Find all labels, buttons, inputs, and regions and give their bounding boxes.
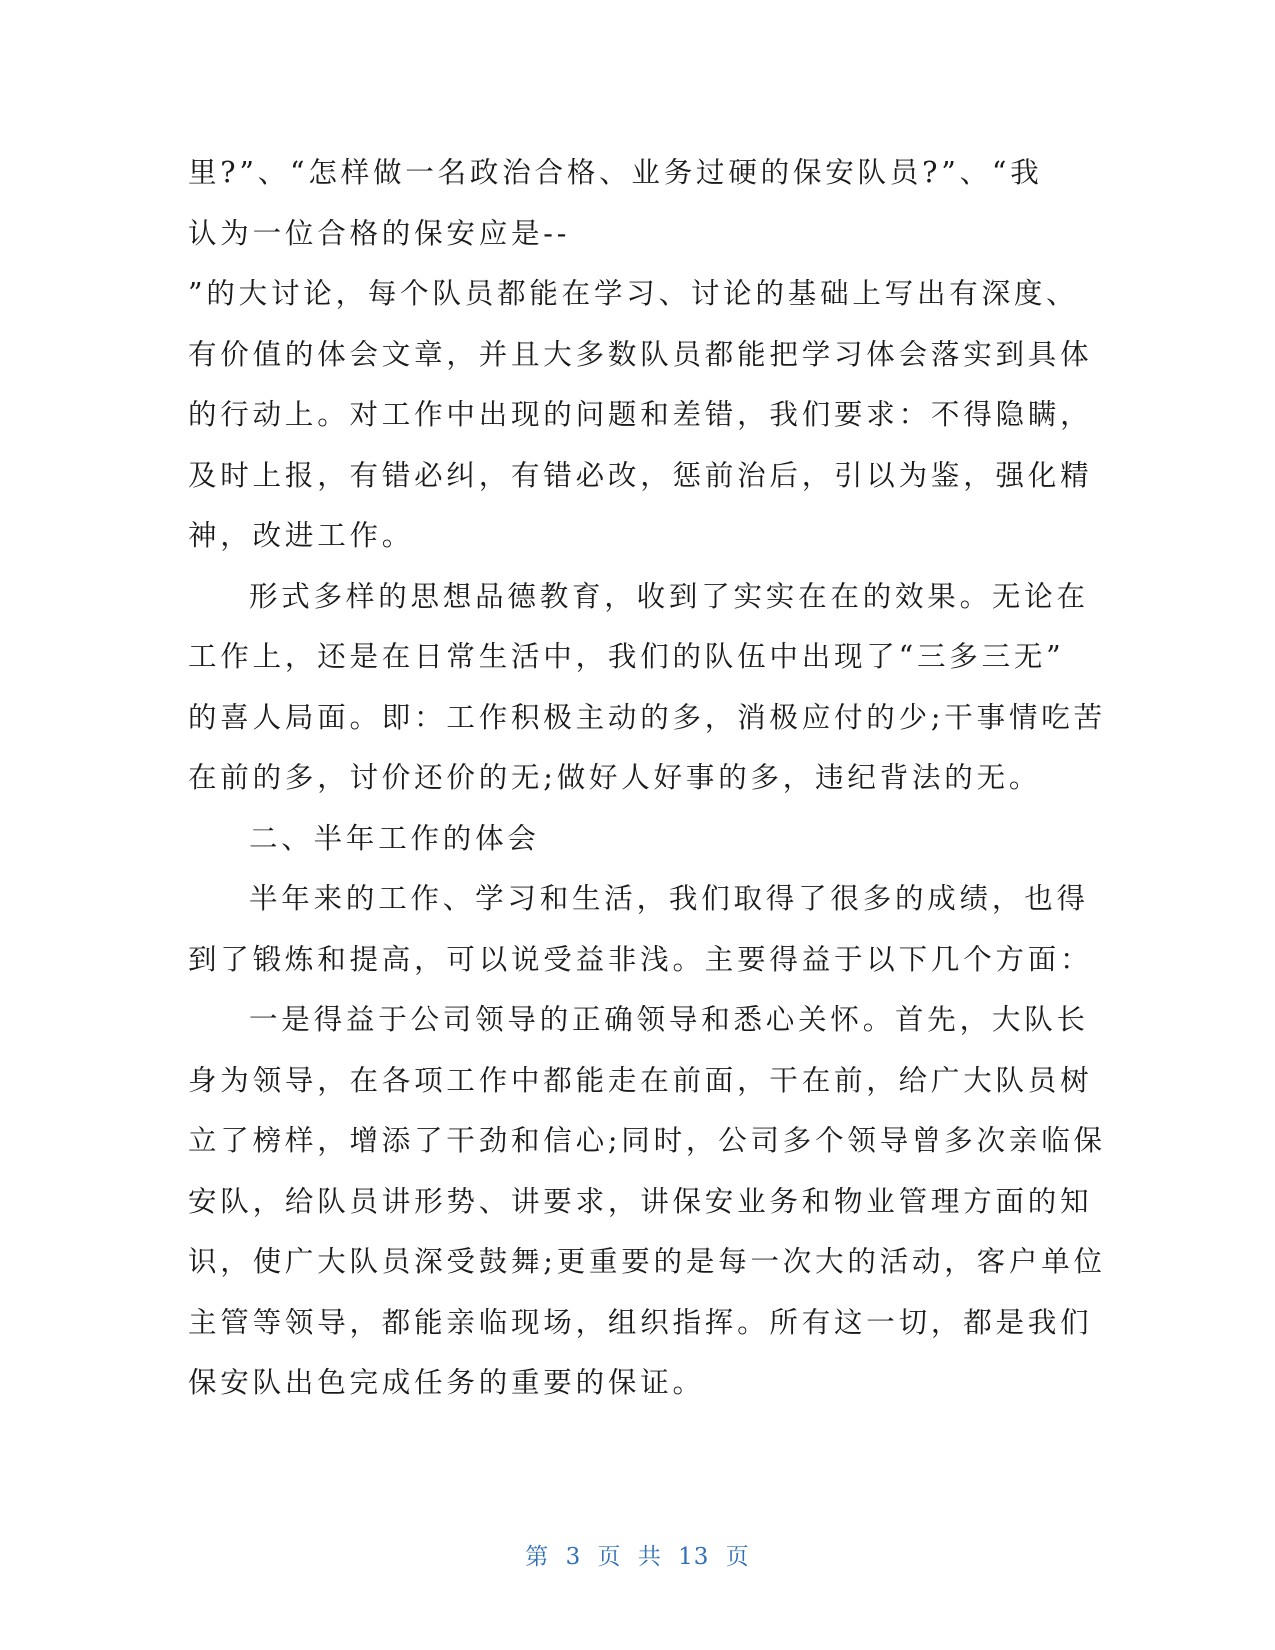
text-line: 到了锻炼和提高，可以说受益非浅。主要得益于以下几个方面： <box>188 942 1093 976</box>
paragraph-start-line: 半年来的工作、学习和生活，我们取得了很多的成绩，也得 <box>249 882 1089 915</box>
text-line: 识，使广大队员深受鼓舞;更重要的是每一次大的活动，客户单位 <box>188 1245 1106 1278</box>
text-line: 立了榜样，增添了干劲和信心;同时，公司多个领导曾多次亲临保 <box>188 1124 1106 1157</box>
text-line: 工作上，还是在日常生活中，我们的队伍中出现了“三多三无” <box>188 640 1065 673</box>
text-line: 神，改进工作。 <box>188 519 415 552</box>
text-line: 在前的多，讨价还价的无;做好人好事的多，违纪背法的无。 <box>188 761 1042 794</box>
text-line: 的喜人局面。即：工作积极主动的多，消极应付的少;干事情吃苦 <box>188 700 1106 734</box>
text-line: 身为领导，在各项工作中都能走在前面，干在前，给广大队员树 <box>188 1063 1093 1097</box>
paragraph-start-line: 一是得益于公司领导的正确领导和悉心关怀。首先，大队长 <box>249 1003 1089 1036</box>
text-line: 保安队出色完成任务的重要的保证。 <box>188 1366 705 1399</box>
body-text <box>188 143 1106 1414</box>
text-line: 有价值的体会文章，并且大多数队员都能把学习体会落实到具体 <box>188 337 1093 371</box>
text-line: 认为一位合格的保安应是-- <box>188 216 571 250</box>
page-footer: 第 3 页 共 13 页 <box>525 1544 750 1570</box>
text-line: 的行动上。对工作中出现的问题和差错，我们要求：不得隐瞒， <box>188 398 1093 431</box>
paragraph-start-line: 形式多样的思想品德教育，收到了实实在在的效果。无论在 <box>249 579 1089 613</box>
text-line: ”的大讨论，每个队员都能在学习、讨论的基础上写出有深度、 <box>188 277 1079 310</box>
text-line: 里?”、“怎样做一名政治合格、业务过硬的保安队员?”、“我 <box>188 156 1043 189</box>
text-line: 及时上报，有错必纠，有错必改，惩前治后，引以为鉴，强化精 <box>188 458 1093 492</box>
text-line: 安队，给队员讲形势、讲要求，讲保安业务和物业管理方面的知 <box>188 1184 1093 1218</box>
section-heading: 二、半年工作的体会 <box>249 821 540 855</box>
text-line: 主管等领导，都能亲临现场，组织指挥。所有这一切，都是我们 <box>188 1305 1093 1339</box>
